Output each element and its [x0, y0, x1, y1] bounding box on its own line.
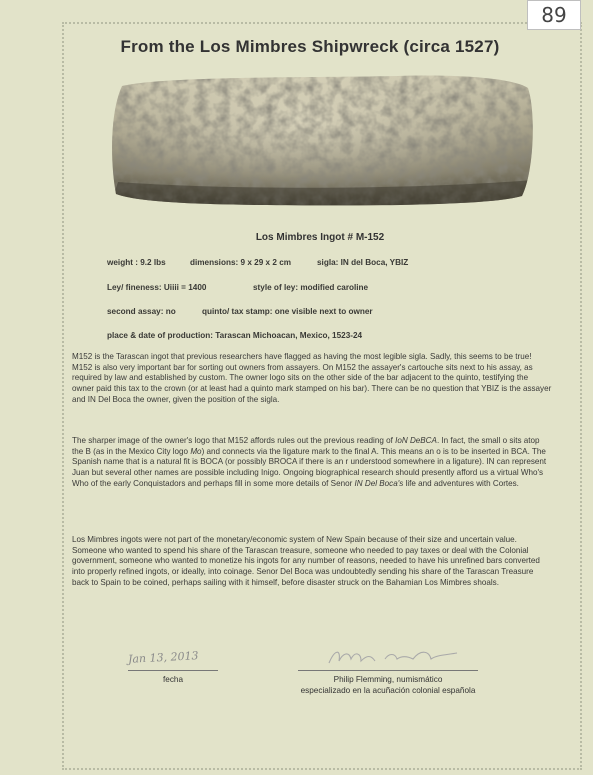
handwritten-date: Jan 13, 2013: [127, 649, 199, 666]
paragraph-2-text-c: . In fact, the small o sits atop the B (as in the Mexico City logo: [72, 436, 540, 456]
quinto-spec: quinto/ tax stamp: one visible next to owner: [202, 307, 373, 316]
ley-fineness-spec: Ley/ fineness: Uiiii = 1400: [107, 283, 207, 292]
date-label: fecha: [162, 675, 184, 684]
name-signature-line: [298, 670, 478, 671]
paragraph-2-text-e: ) and connects via the ligature mark to the final A. This means an o is to be inserted in BCA. The Spanish name that is a natural fit is BOCA (or possibly BROCA if there is an r understood somewhere in a ligature). IN can represent Juan but several other names are possible including Inigo. Ongoing biographical research should presently afford us a virtual Who's Who of the early Conquistadors and perhaps fill in some more details of Senor: [72, 446, 547, 488]
weight-spec: weight : 9.2 lbs: [107, 258, 166, 267]
paragraph-2-text-a: The sharper image of the owner's logo that M152 affords rules out the previous reading of: [72, 436, 396, 445]
ingot-image: [108, 72, 538, 212]
paragraph-2-italic-ioN: IoN DeBCA: [395, 436, 437, 445]
second-assay-spec: second assay: no: [107, 307, 176, 316]
handwritten-signature: [325, 645, 465, 669]
paragraph-1: M152 is the Tarascan ingot that previous researchers have flagged as having the most legible sigla. Sadly, this seems to be true! M152 is also very important bar for sorting out owners from assayers. On M152 the assayer's cartouche sits next to his assay, as required by law and established by custom. The owner logo sits on the other side of the bar adjacent to the quinto, testifying the owner paid this tax to the crown (or at least had a quinto mark stamped on his bar). There can be no question that YBIZ is the assayer and IN Del Boca the owner, given the position of the sigla.: [72, 352, 552, 404]
dimensions-spec: dimensions: 9 x 29 x 2 cm: [190, 258, 292, 267]
date-signature-line: [128, 670, 218, 671]
style-of-ley-spec: style of ley: modified caroline: [253, 283, 369, 292]
paragraph-3: Los Mimbres ingots were not part of the monetary/economic system of New Spain because of their size and uncertain value. Someone who wanted to spend his share of the Tarascan treasure, someone who needed to pay taxes or deal with the Colonial government, someone who wanted to monetize his ingots for any number of reasons, needed to have his unrefined bars converted into properly refined ingots, or ideally, into coinage. Senor Del Boca was undoubtedly sending his share of the Tarascan Treasure back to Spain to be coined, perhaps sailing with it himself, before disaster struck on the Bahamian Los Mimbres shoals.: [72, 535, 540, 587]
paragraph-2-text-g: life and adventures with Cortes.: [403, 478, 519, 488]
signer-role: especializado en la acuñación colonial española: [300, 686, 476, 695]
page-number-label: 89: [527, 0, 581, 30]
ingot-photo: [108, 72, 538, 212]
paragraph-2-italic-mo: Mo: [190, 446, 202, 456]
certificate-title: From the Los Mimbres Shipwreck (circa 1527): [120, 37, 500, 56]
paragraph-2: [72, 436, 552, 490]
paragraph-2-italic-name: IN Del Boca's: [354, 478, 404, 488]
sigla-spec: sigla: IN del Boca, YBIZ: [317, 258, 409, 267]
place-date-spec: place & date of production: Tarascan Michoacan, Mexico, 1523-24: [107, 331, 363, 340]
ingot-subtitle: Los Mimbres Ingot # M-152: [255, 232, 385, 243]
signer-name: Philip Flemming, numismático: [333, 675, 443, 684]
